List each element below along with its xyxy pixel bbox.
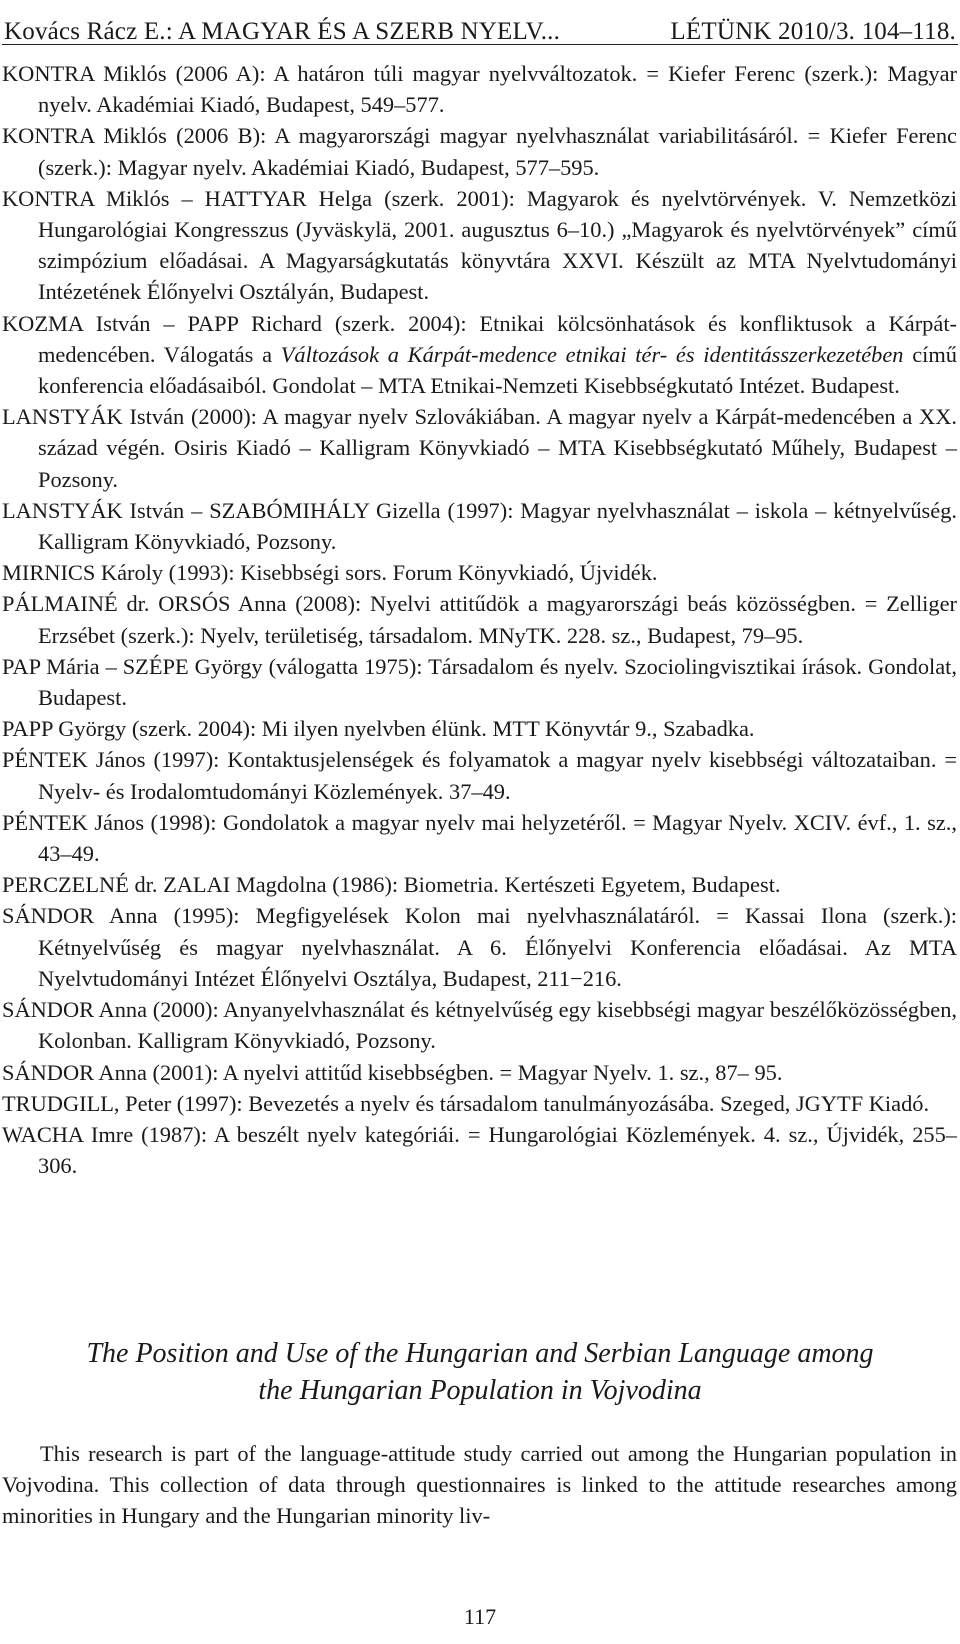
reference-text: WACHA Imre (1987): A beszélt nyelv kategóriái. = Hungarológiai Közlemények. 4. sz., Újvidék, 255–306.	[2, 1121, 957, 1179]
reference-entry	[2, 994, 957, 1056]
abstract-title-line-2: the Hungarian Population in Vojvodina	[258, 1375, 702, 1406]
reference-entry	[2, 183, 957, 308]
reference-entry	[2, 1057, 957, 1088]
reference-list	[2, 58, 957, 1181]
reference-text: SÁNDOR Anna (2000): Anyanyelvhasználat és kétnyelvűség egy kisebbségi magyar beszélőközösségben, Kolonban. Kalligram Könyvkiadó, Pozsony.	[2, 997, 957, 1054]
reference-text: KONTRA Miklós – HATTYAR Helga (szerk. 2001): Magyarok és nyelvtörvények. V. Nemzetközi Hungarológiai Kongresszus (Jyväskylä, 2001. augusztus 6–10.) „Magyarok és nyelvtörvények” című szimpózium előadásai. A Magyarságkutatás könyvtára XXVI. Készült az MTA Nyelvtudományi Intézetének Élőnyelvi Osztályán, Budapest.	[2, 185, 957, 305]
reference-entry	[2, 713, 957, 744]
reference-text: SÁNDOR Anna (2001): A nyelvi attitűd kisebbségben. = Magyar Nyelv. 1. sz., 87– 95.	[2, 1059, 783, 1085]
reference-text: KONTRA Miklós (2006 B): A magyarországi magyar nyelvhasználat variabilitásáról. = Kiefer Ferenc (szerk.): Magyar nyelv. Akadémiai Kiadó, Budapest, 577–595.	[2, 123, 957, 180]
reference-text: PERCZELNÉ dr. ZALAI Magdolna (1986): Biometria. Kertészeti Egyetem, Budapest.	[2, 872, 781, 898]
running-header	[4, 6, 956, 46]
reference-text: PAP Mária – SZÉPE György (válogatta 1975): Társadalom és nyelv. Szociolingvisztikai írások. Gondolat, Budapest.	[2, 653, 957, 711]
running-header-right: LÉTÜNK 2010/3. 104–118.	[670, 18, 956, 45]
reference-entry	[2, 120, 957, 182]
reference-entry	[2, 58, 957, 120]
reference-entry	[2, 869, 957, 900]
reference-text: KOZMA István – PAPP Richard (szerk. 2004): Etnikai kölcsönhatások és konfliktusok a Kárpát-medencében. Válogatás a	[2, 310, 957, 367]
header-rule	[2, 44, 958, 45]
abstract-title-line-1: The Position and Use of the Hungarian and Serbian Language among	[86, 1338, 874, 1369]
reference-entry	[2, 557, 957, 588]
reference-text: PÉNTEK János (1997): Kontaktusjelenségek és folyamatok a magyar nyelv kisebbségi változataiban. = Nyelv- és Irodalomtudományi Közlemények. 37–49.	[2, 747, 957, 804]
reference-entry	[2, 744, 957, 806]
reference-text: PAPP György (szerk. 2004): Mi ilyen nyelvben élünk. MTT Könyvtár 9., Szabadka.	[2, 716, 755, 742]
reference-entry	[2, 1119, 957, 1181]
reference-entry	[2, 900, 957, 994]
running-header-left: Kovács Rácz E.: A MAGYAR ÉS A SZERB NYELV...	[4, 18, 561, 45]
reference-entry	[2, 651, 957, 713]
reference-entry	[2, 588, 957, 650]
reference-entry	[2, 1088, 957, 1119]
reference-entry	[2, 308, 957, 402]
abstract-title	[0, 1335, 960, 1409]
reference-text: MIRNICS Károly (1993): Kisebbségi sors. Forum Könyvkiadó, Újvidék.	[2, 560, 658, 586]
reference-text: PÉNTEK János (1998): Gondolatok a magyar nyelv mai helyzetéről. = Magyar Nyelv. XCIV. évf., 1. sz., 43–49.	[2, 809, 957, 867]
abstract-paragraph: This research is part of the language-attitude study carried out among the Hungarian population in Vojvodina. This collection of data through questionnaires is linked to the attitude researches among minorities in Hungary and the Hungarian minority liv-	[2, 1441, 957, 1529]
reference-text: KONTRA Miklós (2006 A): A határon túli magyar nyelvváltozatok. = Kiefer Ferenc (szerk.): Magyar nyelv. Akadémiai Kiadó, Budapest, 549–577.	[2, 61, 957, 118]
reference-text: LANSTYÁK István (2000): A magyar nyelv Szlovákiában. A magyar nyelv a Kárpát-medencében a XX. század végén. Osiris Kiadó – Kalligram Könyvkiadó – MTA Kisebbségkutató Műhely, Budapest – Pozsony.	[2, 404, 957, 492]
page-number: 117	[463, 1604, 497, 1629]
reference-text-continued: című konferencia előadásaiból. Gondolat – MTA Etnikai-Nemzeti Kisebbségkutató Intézet. Budapest.	[38, 341, 958, 399]
reference-text: SÁNDOR Anna (1995): Megfigyelések Kolon mai nyelvhasználatáról. = Kassai Ilona (szerk.): Kétnyelvűség és magyar nyelvhasználat. A 6. Élőnyelvi Konferencia előadásai. Az MTA Nyelvtudományi Intézet Élőnyelvi Osztálya, Budapest, 211−216.	[2, 903, 957, 991]
reference-text: LANSTYÁK István – SZABÓMIHÁLY Gizella (1997): Magyar nyelvhasználat – iskola – kétnyelvűség. Kalligram Könyvkiadó, Pozsony.	[2, 497, 957, 555]
reference-text: PÁLMAINÉ dr. ORSÓS Anna (2008): Nyelvi attitűdök a magyarországi beás közösségben. = Zelliger Erzsébet (szerk.): Nyelv, területiség, társadalom. MNyTK. 228. sz., Budapest, 79–95.	[2, 591, 957, 648]
reference-text: TRUDGILL, Peter (1997): Bevezetés a nyelv és társadalom tanulmányozásába. Szeged, JGYTF Kiadó.	[2, 1090, 930, 1116]
reference-entry	[2, 401, 957, 495]
reference-italic-title: Változások a Kárpát-medence etnikai tér- és identitásszerkezetében	[280, 341, 904, 367]
reference-entry	[2, 495, 957, 557]
reference-entry	[2, 807, 957, 869]
